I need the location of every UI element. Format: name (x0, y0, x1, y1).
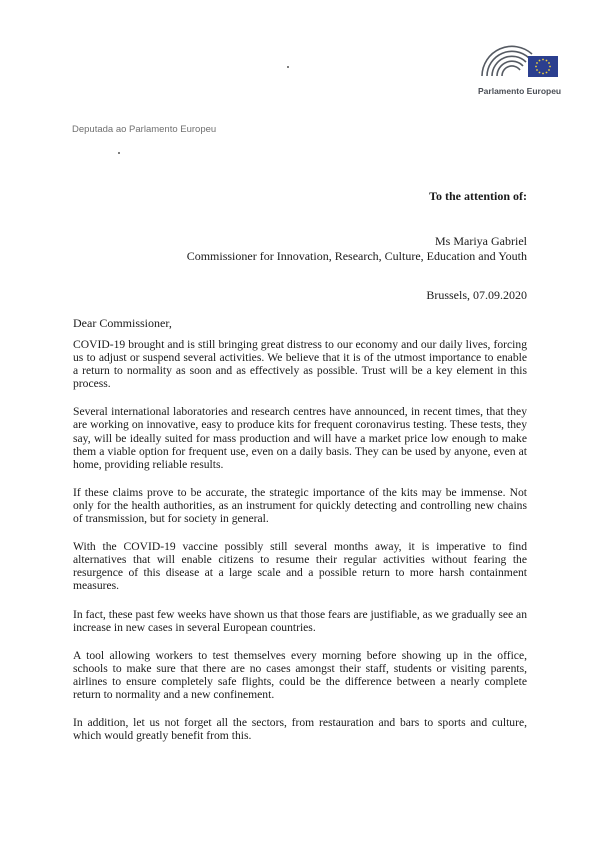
place-date: Brussels, 07.09.2020 (426, 288, 527, 302)
body-paragraph: In addition, let us not forget all the sectors, from restauration and bars to sports and culture, which would greatly benefit from this. (73, 716, 527, 743)
letter-body (73, 338, 527, 757)
recipient-title: Commissioner for Innovation, Research, Culture, Education and Youth (186, 248, 527, 263)
body-paragraph: Several international laboratories and research centres have announced, in recent times, that they are working on innovative, easy to produce kits for frequent coronavirus testing. These tests, they say, will be ideally suited for mass production and will have a market price low enough to make them a viable option for frequent use, even on a daily basis. They can be used by anyone, even at home, providing reliable results. (73, 405, 527, 471)
body-paragraph: With the COVID-19 vaccine possibly still several months away, it is imperative to find alternatives that will enable citizens to resume their regular activities without fearing the resurgence of this disease at a large scale and a possible return to more harsh containment measures. (73, 540, 527, 593)
body-paragraph: If these claims prove to be accurate, the strategic importance of the kits may be immense. Not only for the health authorities, as an instrument for quickly detecting and controlling new chains of transmission, but for society in general. (73, 485, 527, 526)
scan-speck (118, 152, 120, 154)
header-subtitle: Deputada ao Parlamento Europeu (72, 124, 217, 135)
recipient-block (187, 234, 527, 263)
scan-speck (287, 66, 289, 68)
attention-line: To the attention of: (429, 189, 527, 203)
recipient-name: Ms Mariya Gabriel (435, 234, 527, 248)
body-paragraph: COVID-19 brought and is still bringing great distress to our economy and our daily lives, forcing us to adjust or suspend several activities. We believe that it is of the utmost importance to enable a return to normality as soon and as effectively as possible. Trust will be a key element in this process. (73, 338, 527, 391)
body-paragraph: In fact, these past few weeks have shown us that those fears are justifiable, as we gradually see an increase in new cases in several European countries. (73, 607, 527, 634)
logo-name: Parlamento Europeu (478, 86, 562, 96)
salutation: Dear Commissioner, (73, 316, 172, 330)
body-paragraph: A tool allowing workers to test themselves every morning before showing up in the office, schools to make sure that there are no cases amongst their staff, students or visiting parents, airlines to ensure completely safe flights, could be the difference between a nearly complete return to normality and a new confinement. (73, 648, 527, 701)
